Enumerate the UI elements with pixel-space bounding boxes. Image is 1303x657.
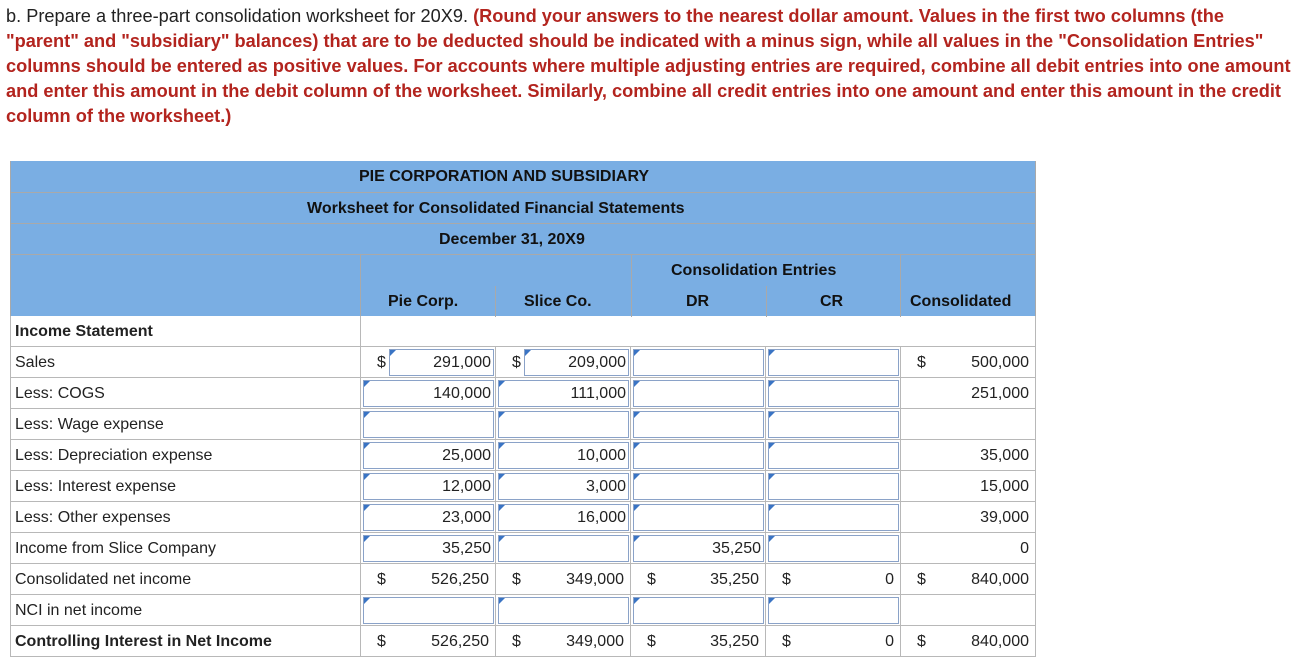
pie-cell [360,440,495,471]
cons-cell [900,564,1036,595]
instruction-prefix: b. Prepare a three-part consolidation worksheet for 20X9. [6,6,469,26]
currency-symbol: $ [377,354,386,371]
row-label: Consolidated net income [10,564,360,595]
cons-value: 35,000 [980,447,1029,464]
pie-input[interactable]: 291,000 [389,349,494,376]
consolidated-header: Consolidated [910,293,1012,310]
slice-co-header: Slice Co. [524,293,592,310]
table-row [10,502,1036,533]
pie-input[interactable]: 140,000 [363,380,494,407]
table-row [10,471,1036,502]
slice-cell [495,595,630,626]
cons-cell [900,533,1036,564]
section-label: Income Statement [10,316,360,347]
dr-input[interactable]: 35,250 [633,535,764,562]
slice-input[interactable]: 10,000 [498,442,629,469]
dr-cell [630,440,765,471]
cons-value: 500,000 [971,354,1029,371]
cons-cell [900,378,1036,409]
cr-cell [765,440,900,471]
pie-input[interactable] [363,411,494,438]
pie-value: 526,250 [431,571,489,588]
dr-input[interactable] [633,473,764,500]
slice-cell [495,626,630,657]
currency-symbol: $ [377,571,386,588]
pie-cell [360,502,495,533]
cr-cell [765,564,900,595]
cons-cell [900,409,1036,440]
cons-cell [900,595,1036,626]
cr-cell [765,347,900,378]
pie-cell [360,471,495,502]
dr-cell [630,409,765,440]
currency-symbol: $ [512,354,521,371]
dr-cell [630,471,765,502]
section-row [10,316,1036,347]
dr-value: 35,250 [710,571,759,588]
row-label: Less: Wage expense [10,409,360,440]
cons-cell [900,626,1036,657]
table-row [10,626,1036,657]
slice-cell [495,378,630,409]
row-label: NCI in net income [10,595,360,626]
currency-symbol: $ [782,571,791,588]
dr-input[interactable] [633,504,764,531]
cr-input[interactable] [768,535,899,562]
currency-symbol: $ [917,354,926,371]
currency-symbol: $ [647,633,656,650]
dr-cell [630,564,765,595]
slice-cell [495,502,630,533]
pie-input[interactable] [363,597,494,624]
cr-cell [765,533,900,564]
dr-value: 35,250 [710,633,759,650]
currency-symbol: $ [512,633,521,650]
cr-cell [765,471,900,502]
cons-value: 15,000 [980,478,1029,495]
currency-symbol: $ [917,633,926,650]
currency-symbol: $ [377,633,386,650]
table-row [10,533,1036,564]
row-label: Less: Depreciation expense [10,440,360,471]
cons-value: 39,000 [980,509,1029,526]
pie-cell [360,533,495,564]
currency-symbol: $ [917,571,926,588]
dr-input[interactable] [633,442,764,469]
title-row-1 [10,161,1036,192]
cons-value: 840,000 [971,571,1029,588]
slice-input[interactable]: 3,000 [498,473,629,500]
cr-input[interactable] [768,411,899,438]
column-header-block [10,254,1036,316]
cr-header: CR [820,293,844,310]
dr-input[interactable] [633,349,764,376]
cr-input[interactable] [768,504,899,531]
slice-cell [495,533,630,564]
slice-input[interactable]: 16,000 [498,504,629,531]
dr-input[interactable] [633,411,764,438]
instructions [6,4,1296,129]
slice-input[interactable]: 111,000 [498,380,629,407]
cons-value: 840,000 [971,633,1029,650]
slice-value: 349,000 [566,571,624,588]
cr-input[interactable] [768,442,899,469]
dr-cell [630,595,765,626]
row-label: Less: COGS [10,378,360,409]
pie-cell [360,378,495,409]
cr-input[interactable] [768,349,899,376]
table-row [10,595,1036,626]
pie-input[interactable]: 25,000 [363,442,494,469]
cr-cell [765,378,900,409]
slice-cell [495,471,630,502]
pie-value: 526,250 [431,633,489,650]
slice-cell [495,440,630,471]
table-row [10,347,1036,378]
pie-input[interactable]: 23,000 [363,504,494,531]
cons-value: 0 [1020,540,1029,557]
slice-input[interactable] [498,535,629,562]
table-row [10,378,1036,409]
row-label: Less: Other expenses [10,502,360,533]
currency-symbol: $ [512,571,521,588]
table-row [10,440,1036,471]
cr-value: 0 [885,571,894,588]
slice-input[interactable] [498,597,629,624]
pie-cell [360,564,495,595]
cr-value: 0 [885,633,894,650]
cons-cell [900,471,1036,502]
cr-cell [765,409,900,440]
cr-input[interactable] [768,473,899,500]
dr-cell [630,626,765,657]
cr-cell [765,595,900,626]
pie-corp-header: Pie Corp. [388,293,459,310]
slice-value: 349,000 [566,633,624,650]
row-label: Less: Interest expense [10,471,360,502]
instruction-emphasis: (Round your answers to the nearest dollar amount. Values in the first two columns (the "parent" and "subsidiary" balances) that are to be deducted should be indicated with a minus sign, while all values in the "Consolidation Entries" columns should be entered as positive values. For accounts where multiple adjusting entries are required, combine all debit entries into one amount and enter this amount in the debit column of the worksheet. Similarly, combine all credit entries into one amount and enter this amount in the credit column of the worksheet.) [6,6,1291,126]
row-label: Sales [10,347,360,378]
pie-cell [360,409,495,440]
cr-input[interactable] [768,380,899,407]
pie-input[interactable]: 12,000 [363,473,494,500]
title-row-2 [10,192,1036,223]
slice-cell [495,564,630,595]
dr-cell [630,378,765,409]
slice-input[interactable]: 209,000 [524,349,629,376]
dr-input[interactable] [633,597,764,624]
company-title: PIE CORPORATION AND SUBSIDIARY [359,168,650,185]
pie-cell [360,347,495,378]
dr-cell [630,347,765,378]
title-row-3 [10,223,1036,254]
cons-cell [900,347,1036,378]
cons-cell [900,440,1036,471]
pie-cell [360,626,495,657]
currency-symbol: $ [647,571,656,588]
cr-input[interactable] [768,597,899,624]
cr-cell [765,502,900,533]
consolidation-entries-header: Consolidation Entries [671,262,837,279]
cr-cell [765,626,900,657]
pie-cell [360,595,495,626]
row-label: Controlling Interest in Net Income [10,626,360,657]
row-label: Income from Slice Company [10,533,360,564]
worksheet-date: December 31, 20X9 [439,231,585,248]
dr-header: DR [686,293,710,310]
worksheet-title: Worksheet for Consolidated Financial Statements [307,200,685,217]
pie-input[interactable]: 35,250 [363,535,494,562]
table-row [10,564,1036,595]
cons-value: 251,000 [971,385,1029,402]
slice-input[interactable] [498,411,629,438]
dr-input[interactable] [633,380,764,407]
dr-cell [630,533,765,564]
dr-cell [630,502,765,533]
slice-cell [495,347,630,378]
currency-symbol: $ [782,633,791,650]
cons-cell [900,502,1036,533]
slice-cell [495,409,630,440]
table-row [10,409,1036,440]
